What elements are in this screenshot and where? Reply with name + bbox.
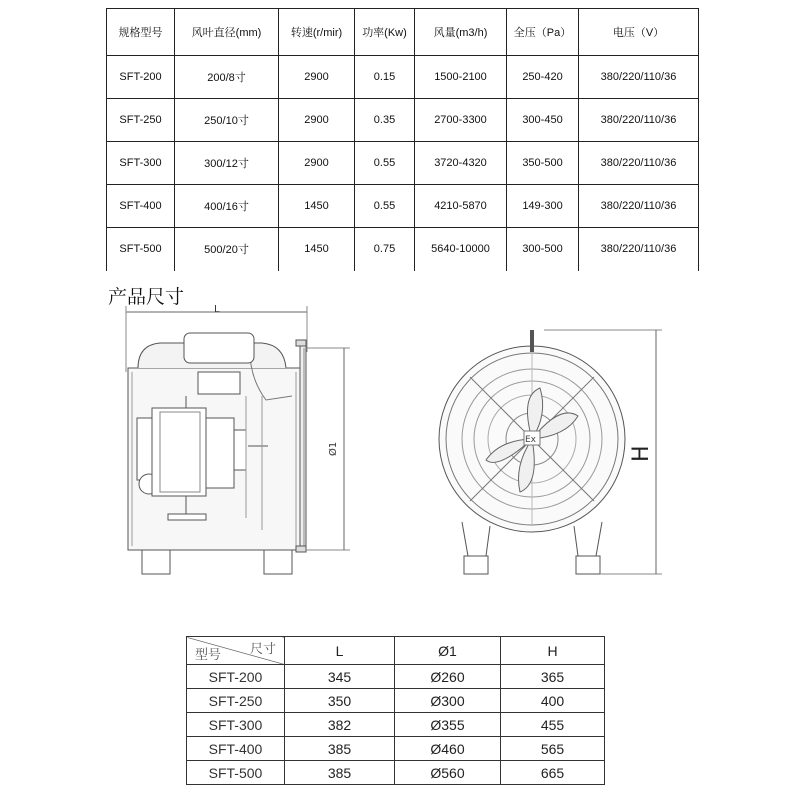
label-ex: Ex (525, 435, 537, 445)
fan-technical-drawing (0, 300, 800, 590)
spec-cell: 0.55 (355, 142, 415, 185)
spec-header-cell: 电压（V） (579, 9, 699, 56)
spec-cell: 250-420 (507, 56, 579, 99)
dim-row (187, 737, 605, 761)
dim-row (187, 713, 605, 737)
spec-row (107, 56, 699, 99)
spec-cell: 300/12寸 (175, 142, 279, 185)
dim-header-cell: H (501, 637, 605, 665)
spec-cell: 380/220/110/36 (579, 56, 699, 99)
dim-row (187, 689, 605, 713)
spec-cell: 250/10寸 (175, 99, 279, 142)
dim-cell: 345 (285, 665, 395, 689)
spec-cell: SFT-400 (107, 185, 175, 228)
dim-cell: 385 (285, 737, 395, 761)
spec-cell: 0.75 (355, 228, 415, 271)
spec-cell: 1450 (279, 228, 355, 271)
dim-cell: 350 (285, 689, 395, 713)
dim-cell: 382 (285, 713, 395, 737)
spec-cell: 380/220/110/36 (579, 99, 699, 142)
spec-cell: 2900 (279, 99, 355, 142)
dim-header-row (187, 637, 605, 665)
dim-corner-cell (187, 637, 285, 665)
spec-cell: 380/220/110/36 (579, 142, 699, 185)
spec-cell: 380/220/110/36 (579, 228, 699, 271)
label-H: H (629, 445, 654, 462)
spec-cell: 0.35 (355, 99, 415, 142)
dim-cell: 400 (501, 689, 605, 713)
dim-cell: SFT-200 (187, 665, 285, 689)
spec-cell: 4210-5870 (415, 185, 507, 228)
dim-cell: 565 (501, 737, 605, 761)
spec-table (106, 8, 699, 271)
dim-cell: SFT-300 (187, 713, 285, 737)
dim-cell: Ø460 (395, 737, 501, 761)
dim-corner-top: 尺寸 (249, 641, 276, 656)
spec-cell: 2900 (279, 142, 355, 185)
dim-cell: SFT-400 (187, 737, 285, 761)
spec-cell: SFT-300 (107, 142, 175, 185)
dim-corner-bottom: 型号 (195, 647, 222, 662)
spec-header-cell: 风叶直径(mm) (175, 9, 279, 56)
dim-cell: Ø260 (395, 665, 501, 689)
spec-cell: 3720-4320 (415, 142, 507, 185)
spec-cell: 5640-10000 (415, 228, 507, 271)
spec-header-cell: 风量(m3/h) (415, 9, 507, 56)
dim-cell: 665 (501, 761, 605, 785)
spec-cell: 300-450 (507, 99, 579, 142)
spec-header-cell: 转速(r/mir) (279, 9, 355, 56)
spec-row (107, 142, 699, 185)
spec-cell: 1500-2100 (415, 56, 507, 99)
spec-cell: 0.15 (355, 56, 415, 99)
spec-header-cell: 功率(Kw) (355, 9, 415, 56)
dim-cell: SFT-250 (187, 689, 285, 713)
spec-row (107, 228, 699, 271)
spec-cell: 500/20寸 (175, 228, 279, 271)
spec-cell: 2900 (279, 56, 355, 99)
dim-cell: 455 (501, 713, 605, 737)
label-L: L (214, 304, 220, 315)
spec-cell: SFT-200 (107, 56, 175, 99)
spec-cell: 350-500 (507, 142, 579, 185)
side-view (126, 304, 350, 574)
front-view (439, 330, 662, 574)
dim-cell: Ø355 (395, 713, 501, 737)
dim-cell: 365 (501, 665, 605, 689)
section-title: 产品尺寸 (108, 286, 185, 308)
spec-cell: 300-500 (507, 228, 579, 271)
spec-cell: 400/16寸 (175, 185, 279, 228)
dimension-table (186, 636, 605, 785)
spec-cell: SFT-250 (107, 99, 175, 142)
dim-header-cell: L (285, 637, 395, 665)
spec-header-cell: 规格型号 (107, 9, 175, 56)
spec-cell: 2700-3300 (415, 99, 507, 142)
spec-cell: 380/220/110/36 (579, 185, 699, 228)
spec-cell: 149-300 (507, 185, 579, 228)
label-diameter: Ø1 (328, 441, 339, 456)
dim-cell: Ø300 (395, 689, 501, 713)
dim-cell: Ø560 (395, 761, 501, 785)
spec-cell: 1450 (279, 185, 355, 228)
spec-row (107, 185, 699, 228)
spec-cell: 0.55 (355, 185, 415, 228)
dim-cell: SFT-500 (187, 761, 285, 785)
dim-cell: 385 (285, 761, 395, 785)
dim-row (187, 665, 605, 689)
spec-cell: SFT-500 (107, 228, 175, 271)
spec-header-cell: 全压（Pa） (507, 9, 579, 56)
spec-row (107, 99, 699, 142)
dim-row (187, 761, 605, 785)
dim-header-cell: Ø1 (395, 637, 501, 665)
spec-cell: 200/8寸 (175, 56, 279, 99)
spec-header-row (107, 9, 699, 56)
